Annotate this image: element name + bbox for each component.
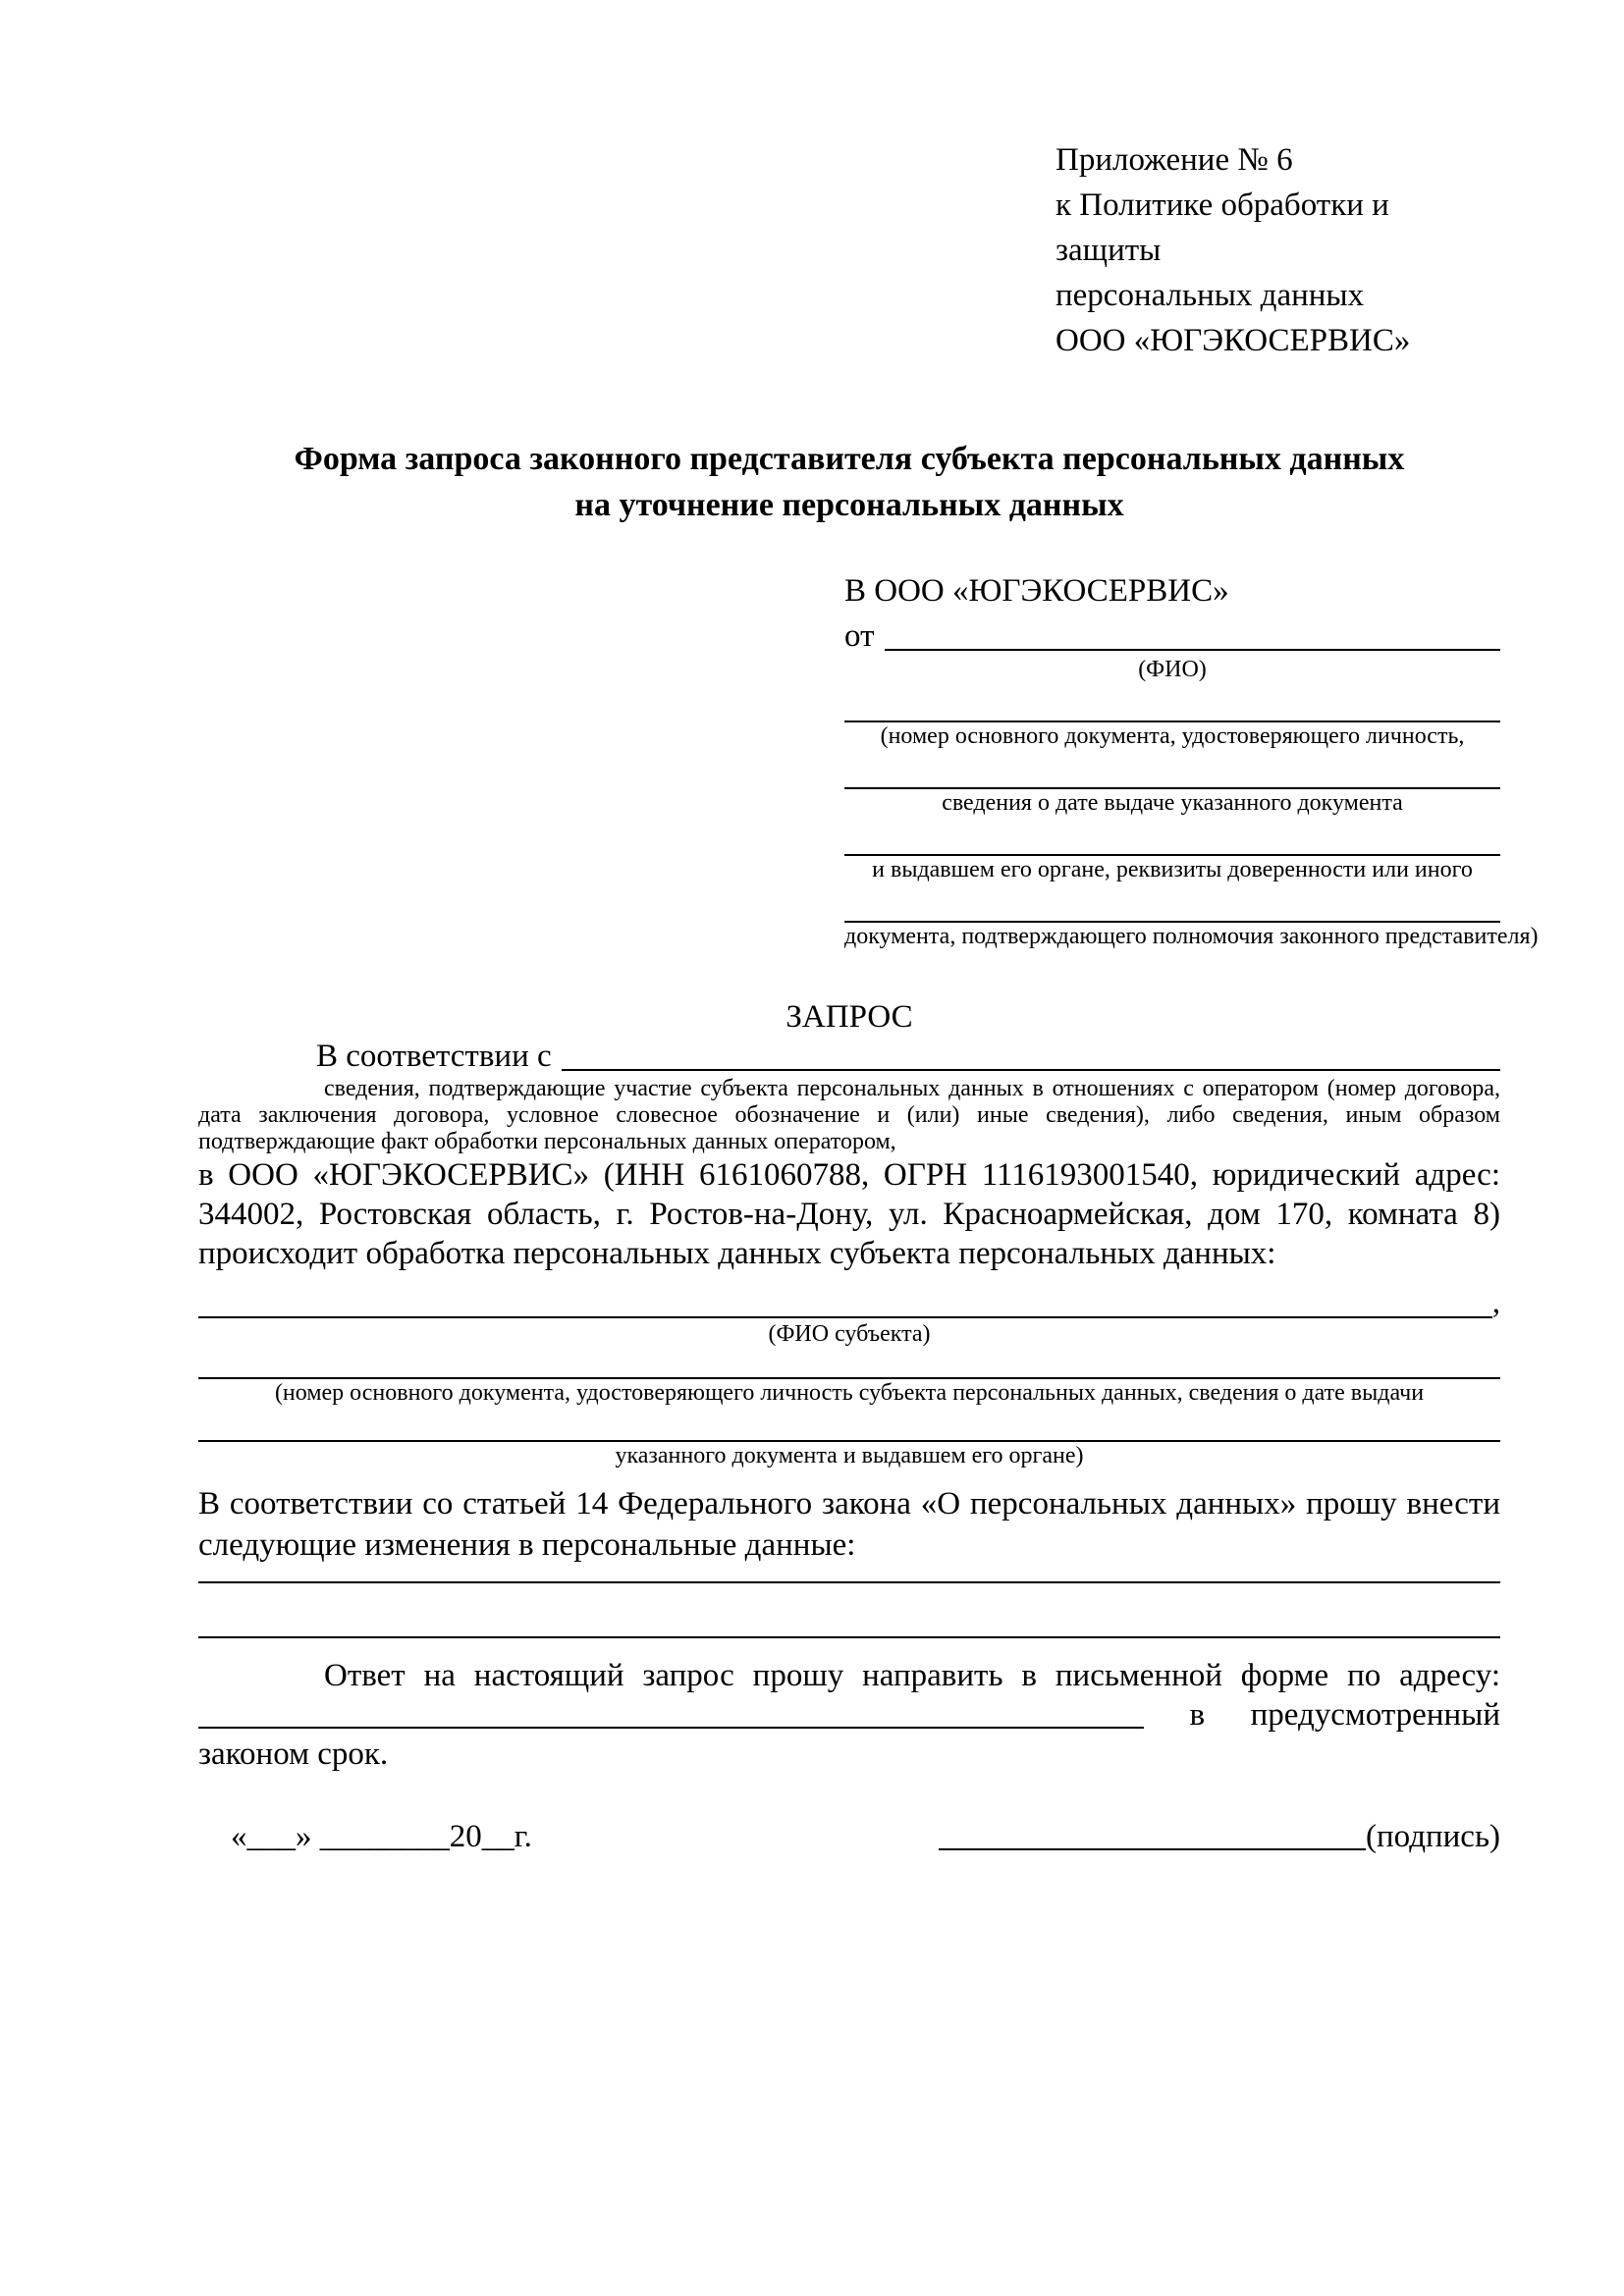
appendix-block bbox=[1056, 137, 1500, 363]
reply-paragraph: Ответ на настоящий запрос прошу направить в письменной форме по адресу: bbox=[324, 1658, 1500, 1693]
doc-number-blank-line bbox=[844, 683, 1500, 722]
subject-fio-caption: (ФИО субъекта) bbox=[768, 1321, 931, 1347]
from-blank-line bbox=[885, 616, 1501, 651]
reply-word-term: предусмотренный bbox=[1250, 1697, 1500, 1733]
intro-row bbox=[198, 1037, 1500, 1076]
subject-doc-caption-1: (номер основного документа, удостоверяющего личность субъекта персональных данных, сведения о дате выдачи bbox=[274, 1380, 1425, 1406]
signature-blank-line bbox=[939, 1848, 1366, 1850]
subject-fio-comma: , bbox=[1491, 1285, 1500, 1320]
reply-word-in: в bbox=[1189, 1697, 1206, 1733]
issue-date-blank-line bbox=[844, 750, 1500, 789]
issuing-authority-caption: и выдавшем его органе, реквизиты доверенности или иного bbox=[872, 857, 1473, 882]
signature-caption: (подпись) bbox=[1366, 1819, 1500, 1854]
date-line: «___» ________20__г. bbox=[231, 1819, 532, 1854]
authority-doc-caption: документа, подтверждающего полномочия законного представителя) bbox=[844, 924, 1539, 949]
issuing-authority-blank-line bbox=[844, 817, 1500, 856]
intro-footnote: сведения, подтверждающие участие субъекта персональных данных в отношениях с оператором (номер договора, дата заключения договора, условное словесное обозначение и (или) иные сведения), либо сведения, иным образом подтверждающие факт обработки персональных данных оператором, bbox=[198, 1076, 1500, 1154]
subject-fio-blank-line bbox=[198, 1303, 1492, 1318]
appendix-line: Приложение № 6 bbox=[1056, 142, 1293, 178]
appendix-line: к Политике обработки и защиты bbox=[1056, 187, 1389, 268]
changes-blank-line-2 bbox=[198, 1583, 1500, 1638]
subject-fio-row bbox=[198, 1285, 1500, 1320]
law-paragraph: В соответствии со статьей 14 Федерального закона «О персональных данных» прошу внести следующие изменения в персональные данные: bbox=[198, 1486, 1500, 1563]
addressee-org: В ООО «ЮГЭКОСЕРВИС» bbox=[844, 573, 1229, 609]
subject-doc-blank-line-2 bbox=[198, 1407, 1500, 1442]
intro-blank-line bbox=[562, 1037, 1500, 1071]
from-row bbox=[844, 616, 1500, 656]
appendix-line: ООО «ЮГЭКОСЕРВИС» bbox=[1056, 323, 1411, 358]
page-content bbox=[198, 0, 1539, 1856]
fio-caption: (ФИО) bbox=[1138, 657, 1207, 682]
reply-tail: законом срок. bbox=[198, 1736, 389, 1772]
doc-number-caption: (номер основного документа, удостоверяющего личность, bbox=[880, 723, 1465, 749]
addressee-block bbox=[844, 571, 1539, 950]
subject-doc-caption-2: указанного документа и выдавшем его органе) bbox=[615, 1443, 1084, 1468]
subject-doc-blank-line-1 bbox=[198, 1348, 1500, 1379]
issue-date-caption: сведения о дате выдаче указанного документа bbox=[942, 790, 1403, 816]
appendix-line: персональных данных bbox=[1056, 278, 1365, 313]
document-title bbox=[198, 436, 1500, 528]
changes-blank-line-1 bbox=[198, 1566, 1500, 1583]
signature-cell bbox=[939, 1817, 1500, 1856]
authority-doc-blank-line bbox=[844, 883, 1500, 923]
intro-label: В соответствии с bbox=[316, 1039, 552, 1074]
reply-address-row bbox=[198, 1695, 1500, 1735]
document-title-line-1: Форма запроса законного представителя субъекта персональных данных bbox=[294, 441, 1405, 477]
request-heading: ЗАПРОС bbox=[785, 999, 913, 1035]
operator-paragraph: в ООО «ЮГЭКОСЕРВИС» (ИНН 6161060788, ОГРН 1116193001540, юридический адрес: 344002, Ростовская область, г. Ростов-на-Дону, ул. Красноармейская, дом 170, комната 8) происходит обработка персональных данных субъекта персональных данных: bbox=[198, 1157, 1500, 1271]
document-title-line-2: на уточнение персональных данных bbox=[574, 487, 1124, 523]
from-label: от bbox=[844, 618, 875, 654]
reply-address-blank-line bbox=[198, 1727, 1144, 1729]
date-signature-row bbox=[198, 1817, 1500, 1856]
